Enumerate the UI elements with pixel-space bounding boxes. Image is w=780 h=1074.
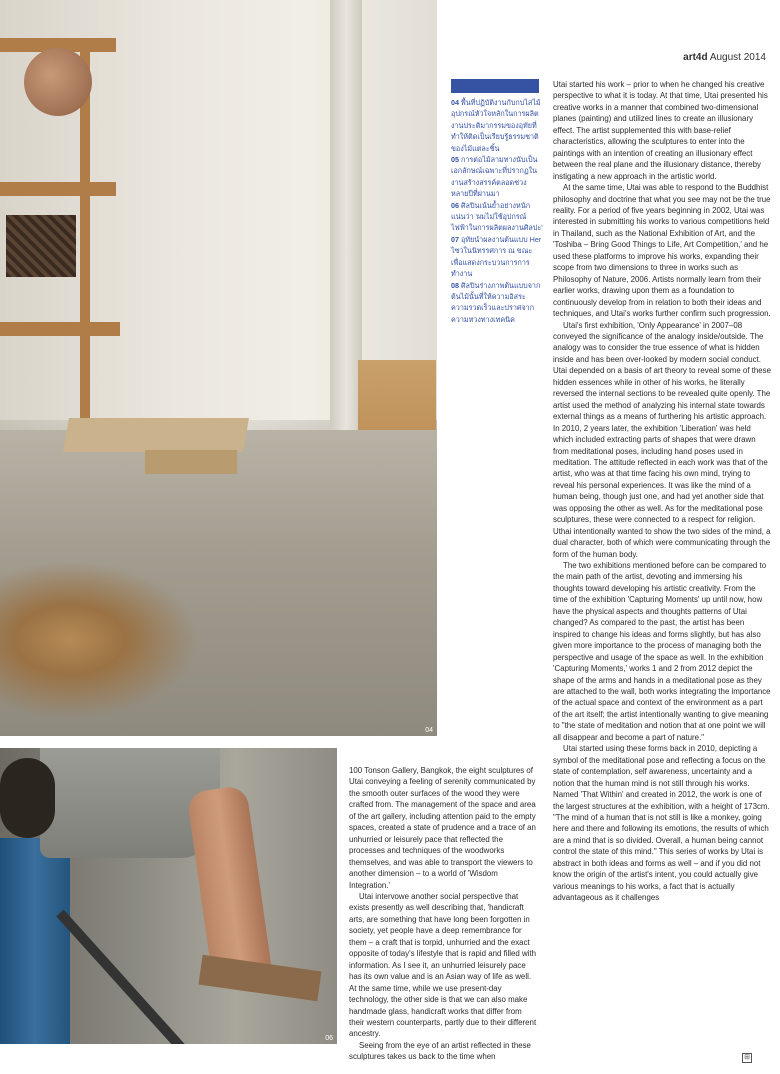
magazine-issue: August 2014 [709, 52, 766, 63]
caption-color-bar [451, 79, 539, 93]
caption-item: 07 อุทัยนำผลงานต้นแบบ Her ไซวในนิทรรศการ ณ ขณะ เพื่อแสดงกระบวนการการทำงาน [451, 234, 542, 279]
thai-captions [451, 97, 543, 325]
photo-blue-barrel [0, 838, 70, 1044]
article-paragraph: Utai started his work – prior to when he changed his creative perspective to what it is today. At that time, Utai presented his creative works in a manner that combined two-dimensional planes (painting) and utilized lines to create an illusionary effect. The artist supplemented this with base-relief characteristics, allowing the sculptures to enter into the paintings with an intention of creating an illusionary effect between the real plane and the illusionary distance, thereby instigating a new approach in the artistic world. [553, 80, 768, 181]
article-column-middle [349, 765, 539, 1063]
photo-number: 04 [425, 727, 433, 734]
workshop-photo [0, 0, 437, 736]
photo-wood-shavings [0, 560, 200, 720]
caption-item: 04 พื้นที่ปฏิบัติงานกับกบไสไม้ อุปกรณ์หัวใจหลักในการผลิตงานประติมากรรมของอุทัยที่ทำให้ติดเป็นเรียบรู้ธรรมชาติของไม้แต่ละชิ้น [451, 98, 541, 153]
caption-item: 05 การต่อไม้ลามทางนับเป็นเอกลักษณ์เฉพาะที่ปรากฏในงานสร้างสรรค์ตลอดช่วงหลายปีที่ผ่านมา [451, 155, 538, 199]
article-paragraph: The two exhibitions mentioned before can be compared to the main path of the artist, devoting and immersing his thoughts toward developing his artistic creativity. From the time of the exhibition 'Capturing Moments' up until now, how have the physical aspects and thoughts patterns of Utai changed? As compared to the past, the artist has been inspired to change his ideas and forms slightly, but has also given more importance to the process of managing both the perspective and usage of the space as well. In the exhibition 'Capturing Moments,' works 1 and 2 from 2012 depict the shape of the arms and hands in a meditational pose as they are attached to the wall, both works integrating the importance of the actual space and context of the environment as a part of the art itself; the artist intentionally wanting to give meaning to "the state of meditation and notion that at one point we will all disappear and become a part of nature." [553, 561, 771, 742]
photo-board [145, 450, 237, 474]
photo-number: 06 [325, 1035, 333, 1042]
magazine-brand: art4d [683, 52, 708, 63]
photo-medallion [24, 48, 92, 116]
photo-head [0, 758, 55, 838]
article-paragraph: Utai started using these forms back in 2010, depicting a symbol of the meditational pose and reflecting a focus on the state of contemplation, self awareness, uncertainty and a notion that the human mind is not still through his works. Named 'That Within' and created in 2012, the work is one of the largest structures at the exhibition, with a height of 173cm. "The mind of a human that is not still is like a monkey, going here and there and following its emotions, the results of which are a mind that is so divided. Overall, a human being cannot control the state of this mind." This series of works by Utai is abstract in both ideas and forms as well – and if you did not know the origin of the artist's intent, you could actually give various meanings to his works, a fact that is actually advantageous as it challenges [553, 744, 770, 903]
article-paragraph: Seeing from the eye of an artist reflected in these sculptures takes us back to the time when [349, 1040, 531, 1062]
article-column-right [553, 79, 771, 904]
artist-sawing-photo [0, 748, 337, 1044]
photo-saw [56, 910, 197, 1044]
article-paragraph: At the same time, Utai was able to respond to the Buddhist philosophy and doctrine that what you see may not be the true reality. For a period of five years beginning in 2002, Utai was interested in submitting his works to various competitions held in Thailand, such as the National Exhibition of Art, and the 'Toshiba – Bring Good Things to Life, Art Competition,' and he used these platforms to improve his works, expanding their scope from two dimensions to three in works such as Philosophy of Nature, 2006. Artists normally learn from their earlier works, drawing upon them as a foundation to continuously develop from in relation to both their ideas and techniques, and Utai's works further confirm such progression. [553, 183, 771, 319]
photo-shelf [0, 322, 120, 336]
page-header [683, 52, 766, 63]
article-paragraph: 100 Tonson Gallery, Bangkok, the eight sculptures of Utai conveying a feeling of serenity communicated by the smooth outer surfaces of the wood they were crafted from. The management of the space and area of the art gallery, including attention paid to the empty spaces, created a state of prudence and a trace of an unhurried or leisurely pace that reflected the processes and techniques of the woodworks themselves, and was able to transport the viewers to another dimension – to a world of 'Wisdom Integration.' [349, 766, 536, 890]
photo-carved-frame [6, 215, 76, 277]
photo-shelf [0, 182, 116, 196]
photo-board [63, 418, 249, 452]
caption-item: 08 ศิลปินร่างภาพต้นแบบจากต้นไม้นั้นที่ให้ความอิสระความรวดเร็วและปราศจากความหวงทางเทคนิค [451, 280, 541, 324]
article-paragraph: Utai's first exhibition, 'Only Appearance' in 2007–08 conveyed the significance of the analogy inside/outside. The analogy was to consider the true essence of what is hidden inside and has been over-looked by modern social conduct. Utai depended on a basis of art theory to reveal some of these hidden essences while in other of his works, he literally reversed the internal sections to be revealed quite openly. The artist used the method of analyzing his internal state towards external things as a means of furthering his artistic approach. In 2010, 2 years later, the exhibition 'Liberation' was held which included extracting parts of shapes that were drawn from meditational poses, including hand poses used in meditation. The attitude reflected in each work was that of the artist, who was at that time facing his own mind, trying to reveal his personal experiences. It was like the mind of a human being, though just one, and had yet another side that was opposing the other as well. As for the meditational pose sculptures, these were connected to a respect for religion. Uthai intentionally wanted to show the two sides of the mind, a dual character, both of which were communicating through the form of the human body. [553, 320, 772, 559]
continue-icon: ⊞ [742, 1053, 752, 1063]
caption-item: 06 ศิลปินเน้นย้ำอย่างหนักแน่นว่า 'ผมไม่ใช้อุปกรณ์ไฟฟ้าในการผลิตผลงานศิลปะ' [451, 200, 543, 233]
article-paragraph: Utai intervowe another social perspective that exists presently as well describing that, 'handicraft arts, are something that have long been forgotten in society, yet people have a deep remembrance for them – a craft that is torpid, unhurried and the exact opposite of today's lifestyle that is rapid and filled with information. As I see it, an unhurried leisurely pace has its own value and is an Asian way of life as well. At the same time, while we use present-day technology, the other side is that we can also make handmade glass, handicraft works that differ from their western counterparts, partly due to their different ancestry. [349, 891, 537, 1039]
